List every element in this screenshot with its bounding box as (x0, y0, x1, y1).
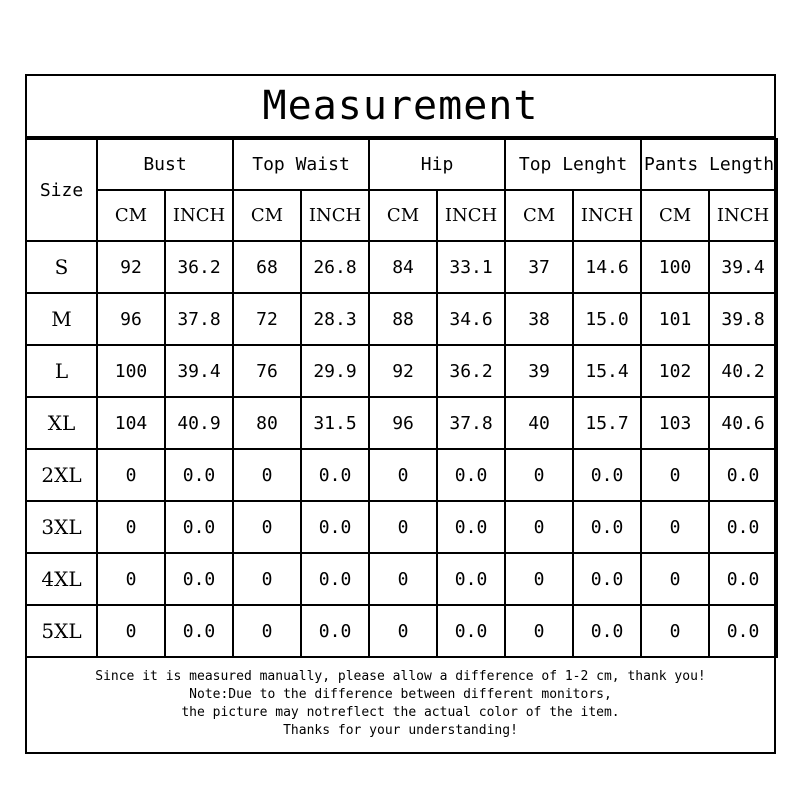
hip-cm-cell: 96 (369, 397, 437, 449)
hip-header: Hip (369, 139, 505, 190)
top-length-cm-cell: 39 (505, 345, 573, 397)
table-row (26, 605, 777, 657)
pants-length-cm-unit-header: CM (641, 190, 709, 241)
pants-length-inch-cell: 39.4 (709, 241, 777, 293)
pants-length-cm-cell: 0 (641, 553, 709, 605)
pants-length-inch-cell: 40.6 (709, 397, 777, 449)
size-label: XL (26, 397, 97, 449)
hip-inch-cell: 36.2 (437, 345, 505, 397)
top-waist-cm-cell: 72 (233, 293, 301, 345)
note-line: the picture may notreflect the actual color of the item. (181, 705, 620, 720)
table-row (26, 293, 777, 345)
top-length-inch-cell: 0.0 (573, 501, 641, 553)
top-waist-cm-cell: 76 (233, 345, 301, 397)
pants-length-cm-cell: 103 (641, 397, 709, 449)
top-waist-cm-cell: 0 (233, 501, 301, 553)
top-length-cm-cell: 0 (505, 553, 573, 605)
table-row (26, 397, 777, 449)
hip-cm-unit-header: CM (369, 190, 437, 241)
bust-cm-cell: 0 (97, 449, 165, 501)
note-line: Thanks for your understanding! (283, 723, 518, 738)
top-length-inch-cell: 14.6 (573, 241, 641, 293)
pants-length-cm-cell: 102 (641, 345, 709, 397)
size-label: 2XL (26, 449, 97, 501)
hip-inch-cell: 0.0 (437, 449, 505, 501)
top-length-inch-cell: 15.7 (573, 397, 641, 449)
note-line: Note:Due to the difference between different monitors, (189, 687, 612, 702)
pants-length-inch-cell: 0.0 (709, 449, 777, 501)
top-waist-inch-cell: 28.3 (301, 293, 369, 345)
top-length-inch-cell: 0.0 (573, 449, 641, 501)
table-row (26, 345, 777, 397)
size-label: 3XL (26, 501, 97, 553)
bust-inch-cell: 0.0 (165, 501, 233, 553)
note-line: Since it is measured manually, please allow a difference of 1-2 cm, thank you! (95, 669, 706, 684)
pants-length-inch-cell: 39.8 (709, 293, 777, 345)
bust-cm-cell: 0 (97, 501, 165, 553)
top-length-cm-cell: 37 (505, 241, 573, 293)
bust-inch-unit-header: INCH (165, 190, 233, 241)
bust-inch-cell: 39.4 (165, 345, 233, 397)
bust-inch-cell: 0.0 (165, 449, 233, 501)
bust-header: Bust (97, 139, 233, 190)
top-length-cm-cell: 38 (505, 293, 573, 345)
hip-cm-cell: 92 (369, 345, 437, 397)
size-table (25, 138, 778, 658)
top-waist-cm-cell: 0 (233, 449, 301, 501)
hip-inch-cell: 33.1 (437, 241, 505, 293)
top-waist-inch-cell: 0.0 (301, 449, 369, 501)
top-waist-inch-cell: 0.0 (301, 501, 369, 553)
top-waist-header: Top Waist (233, 139, 369, 190)
size-label: 5XL (26, 605, 97, 657)
pants-length-cm-cell: 0 (641, 605, 709, 657)
top-length-cm-cell: 0 (505, 501, 573, 553)
table-row (26, 553, 777, 605)
top-length-cm-cell: 0 (505, 449, 573, 501)
hip-cm-cell: 84 (369, 241, 437, 293)
bust-cm-cell: 0 (97, 553, 165, 605)
table-row (26, 501, 777, 553)
pants-length-cm-cell: 100 (641, 241, 709, 293)
hip-inch-cell: 0.0 (437, 501, 505, 553)
table-row (26, 241, 777, 293)
top-waist-inch-cell: 31.5 (301, 397, 369, 449)
top-waist-cm-unit-header: CM (233, 190, 301, 241)
pants-length-cm-cell: 101 (641, 293, 709, 345)
hip-cm-cell: 0 (369, 605, 437, 657)
pants-length-cm-cell: 0 (641, 449, 709, 501)
top-waist-inch-cell: 26.8 (301, 241, 369, 293)
top-length-cm-cell: 0 (505, 605, 573, 657)
bust-inch-cell: 0.0 (165, 605, 233, 657)
top-waist-cm-cell: 0 (233, 605, 301, 657)
bust-inch-cell: 0.0 (165, 553, 233, 605)
top-waist-inch-unit-header: INCH (301, 190, 369, 241)
size-label: S (26, 241, 97, 293)
pants-length-inch-cell: 0.0 (709, 605, 777, 657)
hip-inch-unit-header: INCH (437, 190, 505, 241)
hip-cm-cell: 88 (369, 293, 437, 345)
hip-cm-cell: 0 (369, 449, 437, 501)
top-length-cm-cell: 40 (505, 397, 573, 449)
bust-cm-cell: 0 (97, 605, 165, 657)
bust-inch-cell: 37.8 (165, 293, 233, 345)
size-column-header: Size (26, 139, 97, 241)
pants-length-inch-unit-header: INCH (709, 190, 777, 241)
top-waist-inch-cell: 0.0 (301, 605, 369, 657)
hip-inch-cell: 0.0 (437, 605, 505, 657)
bust-cm-unit-header: CM (97, 190, 165, 241)
chart-title: Measurement (27, 76, 774, 138)
disclaimer-note (27, 656, 774, 752)
bust-cm-cell: 104 (97, 397, 165, 449)
pants-length-cm-cell: 0 (641, 501, 709, 553)
table-row (26, 449, 777, 501)
pants-length-header: Pants Length (641, 139, 777, 190)
top-length-inch-cell: 15.4 (573, 345, 641, 397)
hip-inch-cell: 34.6 (437, 293, 505, 345)
size-label: L (26, 345, 97, 397)
top-waist-cm-cell: 80 (233, 397, 301, 449)
pants-length-inch-cell: 0.0 (709, 501, 777, 553)
pants-length-inch-cell: 40.2 (709, 345, 777, 397)
top-length-inch-unit-header: INCH (573, 190, 641, 241)
top-waist-cm-cell: 0 (233, 553, 301, 605)
bust-cm-cell: 96 (97, 293, 165, 345)
pants-length-inch-cell: 0.0 (709, 553, 777, 605)
measurement-chart (25, 74, 776, 754)
top-waist-inch-cell: 29.9 (301, 345, 369, 397)
hip-cm-cell: 0 (369, 501, 437, 553)
hip-inch-cell: 0.0 (437, 553, 505, 605)
size-label: M (26, 293, 97, 345)
top-length-inch-cell: 15.0 (573, 293, 641, 345)
bust-cm-cell: 92 (97, 241, 165, 293)
top-length-inch-cell: 0.0 (573, 553, 641, 605)
hip-cm-cell: 0 (369, 553, 437, 605)
bust-inch-cell: 40.9 (165, 397, 233, 449)
top-waist-inch-cell: 0.0 (301, 553, 369, 605)
top-length-inch-cell: 0.0 (573, 605, 641, 657)
top-length-cm-unit-header: CM (505, 190, 573, 241)
top-waist-cm-cell: 68 (233, 241, 301, 293)
top-length-header: Top Lenght (505, 139, 641, 190)
size-label: 4XL (26, 553, 97, 605)
bust-cm-cell: 100 (97, 345, 165, 397)
bust-inch-cell: 36.2 (165, 241, 233, 293)
hip-inch-cell: 37.8 (437, 397, 505, 449)
